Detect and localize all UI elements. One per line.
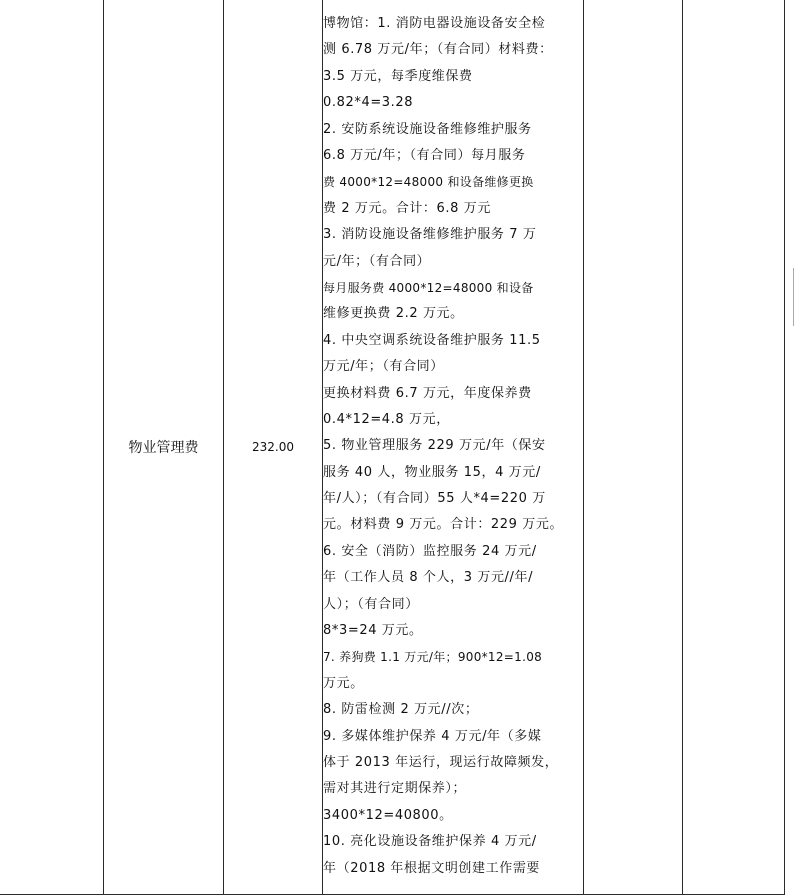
description-line: 体于 2013 年运行，现运行故障频发， <box>323 754 559 770</box>
description-line: 维修更换费 2.2 万元。 <box>323 306 464 322</box>
item-name-cell: 物业管理费 <box>104 0 224 895</box>
description-line: 2. 安防系统设施设备维修维护服务 <box>323 121 532 137</box>
description-line: 博物馆：1. 消防电器设施设备安全检 <box>323 16 546 32</box>
description-line: 年（工作人员 8 个人，3 万元//年/ <box>323 570 534 586</box>
blank-cell-right-2 <box>683 0 785 895</box>
description-line: 3.5 万元，每季度维保费 <box>323 68 473 84</box>
description-line: 测 6.78 万元/年；（有合同）材料费： <box>323 42 553 58</box>
description-line: 0.4*12=4.8 万元， <box>323 411 450 427</box>
description-line: 10. 亮化设施设备维护保养 4 万元/ <box>323 834 537 850</box>
description-line: 4. 中央空调系统设备维护服务 11.5 <box>323 332 541 348</box>
description-line: 6.8 万元/年；（有合同）每月服务 <box>323 148 526 163</box>
description-line: 3400*12=40800。 <box>323 807 453 823</box>
description-line: 人）；（有合同） <box>323 596 419 612</box>
description-line: 年/人）；（有合同）55 人*4=220 万 <box>323 491 546 507</box>
description-line: 年（2018 年根据文明创建工作需要 <box>323 860 541 876</box>
description-line: 每月服务费 4000*12=48000 和设备 <box>323 280 534 295</box>
description-line: 5. 物业管理服务 229 万元/年（保安 <box>323 438 546 454</box>
description-line: 3. 消防设施设备维修维护服务 7 万 <box>323 227 537 243</box>
description-lines <box>323 11 583 882</box>
description-line: 0.82*4=3.28 <box>323 95 414 111</box>
description-line: 万元。 <box>323 675 364 691</box>
description-line: 7. 养狗费 1.1 万元/年；900*12=1.08 <box>323 650 543 665</box>
description-line: 8. 防雷检测 2 万元//次； <box>323 702 479 718</box>
description-line: 万元/年；（有合同） <box>323 359 444 375</box>
description-line: 元/年；（有合同） <box>323 253 431 269</box>
blank-cell-left <box>0 0 104 895</box>
description-line: 费 2 万元。合计：6.8 万元 <box>323 200 491 216</box>
description-line: 费 4000*12=48000 和设备维修更换 <box>323 175 534 190</box>
description-cell <box>323 0 584 895</box>
scroll-edge-mark <box>793 268 800 326</box>
blank-cell-right-1 <box>584 0 683 895</box>
description-line: 6. 安全（消防）监控服务 24 万元/ <box>323 543 537 559</box>
amount-cell: 232.00 <box>224 0 323 895</box>
description-line: 元。材料费 9 万元。合计：229 万元。 <box>323 517 564 533</box>
description-line: 8*3=24 万元。 <box>323 623 423 639</box>
description-line: 9. 多媒体维护保养 4 万元/年（多媒 <box>323 728 542 744</box>
description-line: 更换材料费 6.7 万元，年度保养费 <box>323 385 532 401</box>
description-line: 服务 40 人，物业服务 15，4 万元/ <box>323 464 541 480</box>
description-line: 需对其进行定期保养）； <box>323 781 467 797</box>
